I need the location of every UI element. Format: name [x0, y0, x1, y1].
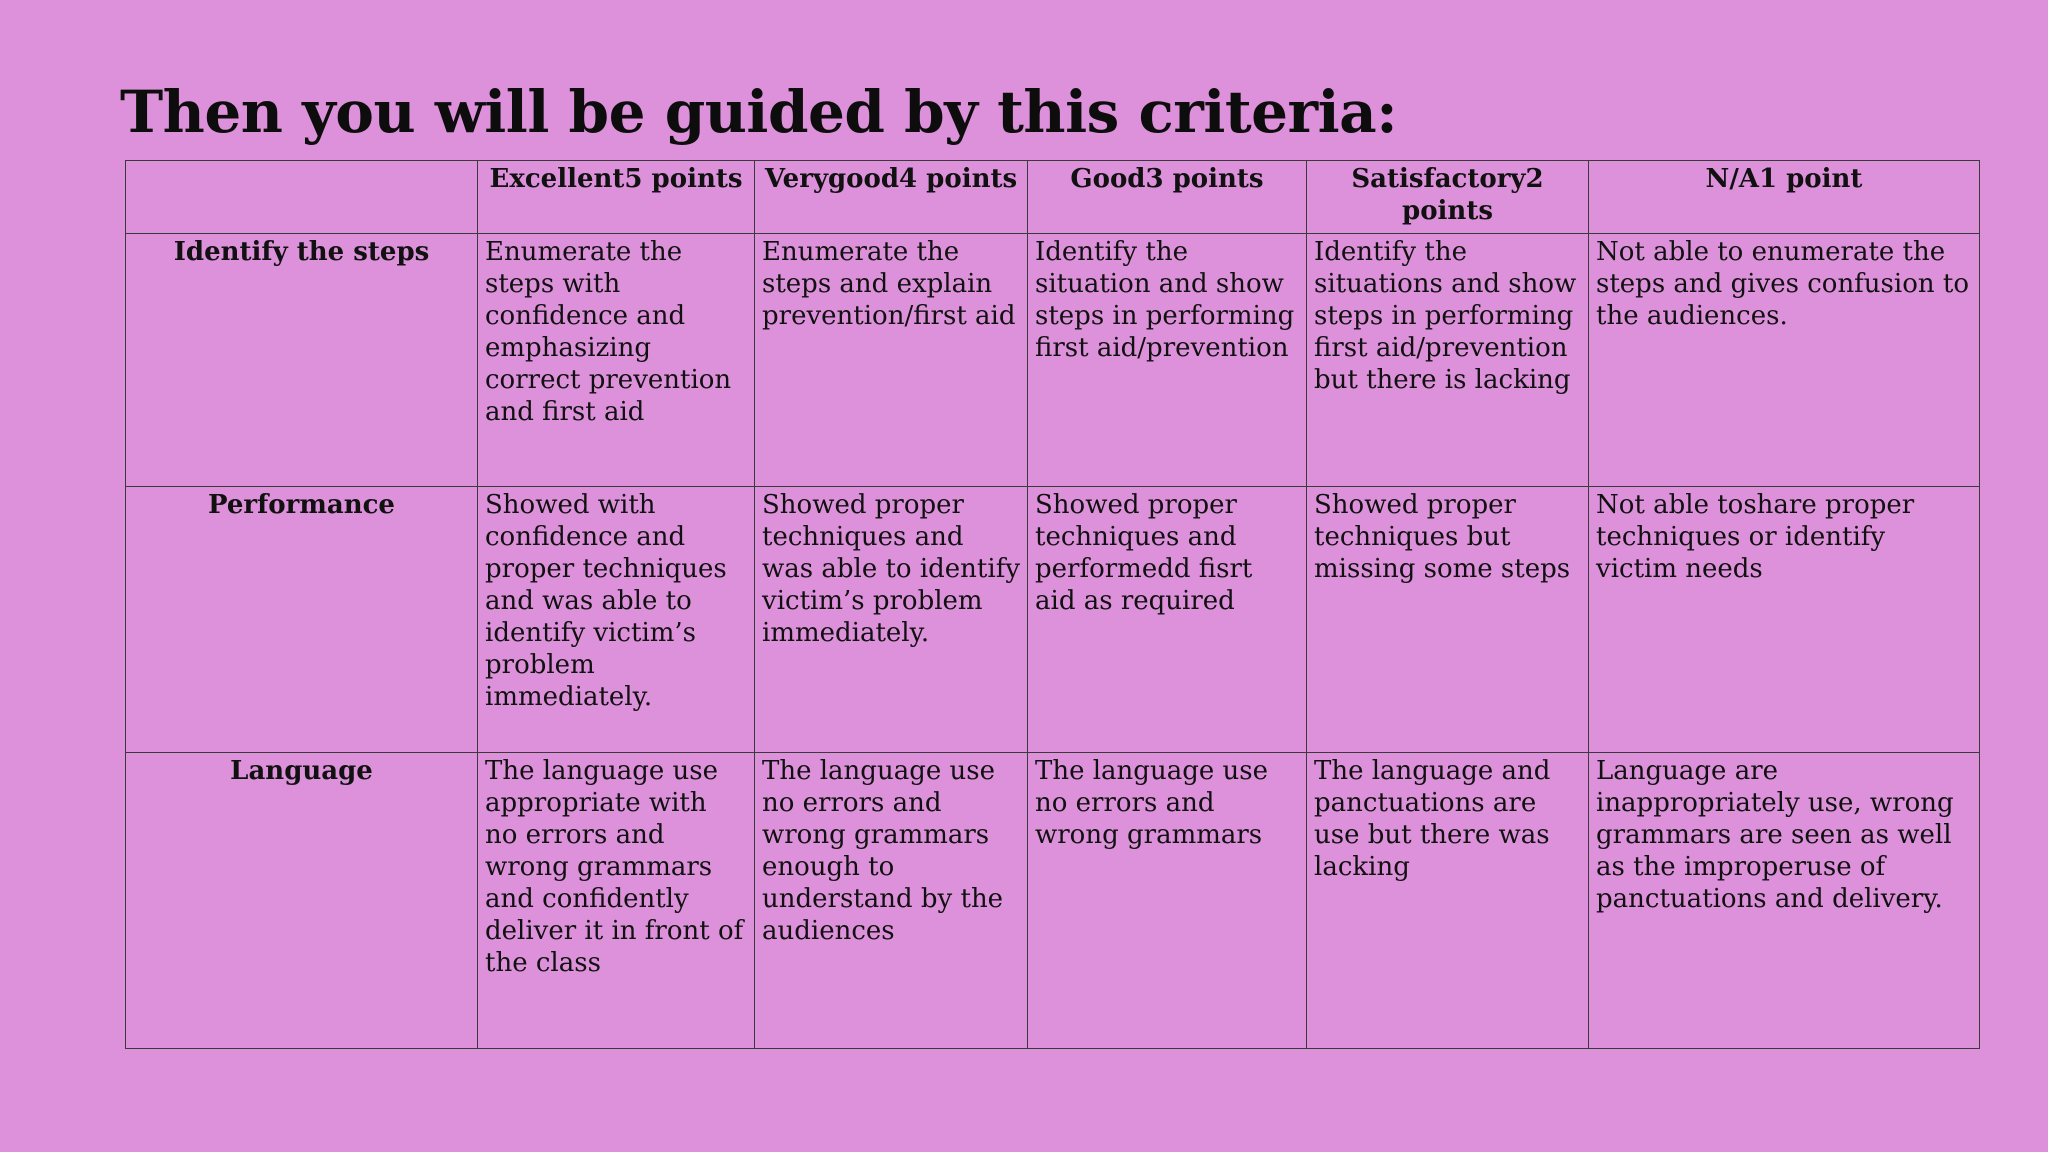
- slide-title: Then you will be guided by this criteria:: [120, 78, 1398, 146]
- table-cell: Showed proper techniques but missing some steps: [1307, 487, 1589, 753]
- table-cell: The language use no errors and wrong grammars: [1028, 753, 1307, 1049]
- table-row: [126, 234, 1980, 487]
- table-cell: Showed proper techniques and was able to identify victim’s problem immediately.: [755, 487, 1028, 753]
- table-header-row: [126, 161, 1980, 234]
- header-cell-na: N/A1 point: [1589, 161, 1980, 234]
- table-cell: The language and panctuations are use but there was lacking: [1307, 753, 1589, 1049]
- table-cell: Enumerate the steps and explain prevention/first aid: [755, 234, 1028, 487]
- row-label-identify-steps: Identify the steps: [126, 234, 478, 487]
- table-cell: Language are inappropriately use, wrong grammars are seen as well as the improperuse of panctuations and delivery.: [1589, 753, 1980, 1049]
- table-cell: The language use appropriate with no errors and wrong grammars and confidently deliver it in front of the class: [478, 753, 755, 1049]
- table-cell: Not able to enumerate the steps and gives confusion to the audiences.: [1589, 234, 1980, 487]
- table-row: [126, 753, 1980, 1049]
- table-row: [126, 487, 1980, 753]
- header-cell-excellent: Excellent5 points: [478, 161, 755, 234]
- row-label-performance: Performance: [126, 487, 478, 753]
- header-cell-empty: [126, 161, 478, 234]
- table-cell: Identify the situations and show steps in performing first aid/prevention but there is lacking: [1307, 234, 1589, 487]
- row-label-language: Language: [126, 753, 478, 1049]
- table-cell: Not able toshare proper techniques or identify victim needs: [1589, 487, 1980, 753]
- header-cell-very-good: Verygood4 points: [755, 161, 1028, 234]
- table-cell: Showed with confidence and proper techniques and was able to identify victim’s problem immediately.: [478, 487, 755, 753]
- table-cell: Showed proper techniques and performedd fisrt aid as required: [1028, 487, 1307, 753]
- header-cell-good: Good3 points: [1028, 161, 1307, 234]
- header-cell-satisfactory: Satisfactory2 points: [1307, 161, 1589, 234]
- table-cell: Identify the situation and show steps in performing first aid/prevention: [1028, 234, 1307, 487]
- rubric-table: [125, 160, 1980, 1049]
- table-cell: The language use no errors and wrong grammars enough to understand by the audiences: [755, 753, 1028, 1049]
- table-cell: Enumerate the steps with confidence and emphasizing correct prevention and first aid: [478, 234, 755, 487]
